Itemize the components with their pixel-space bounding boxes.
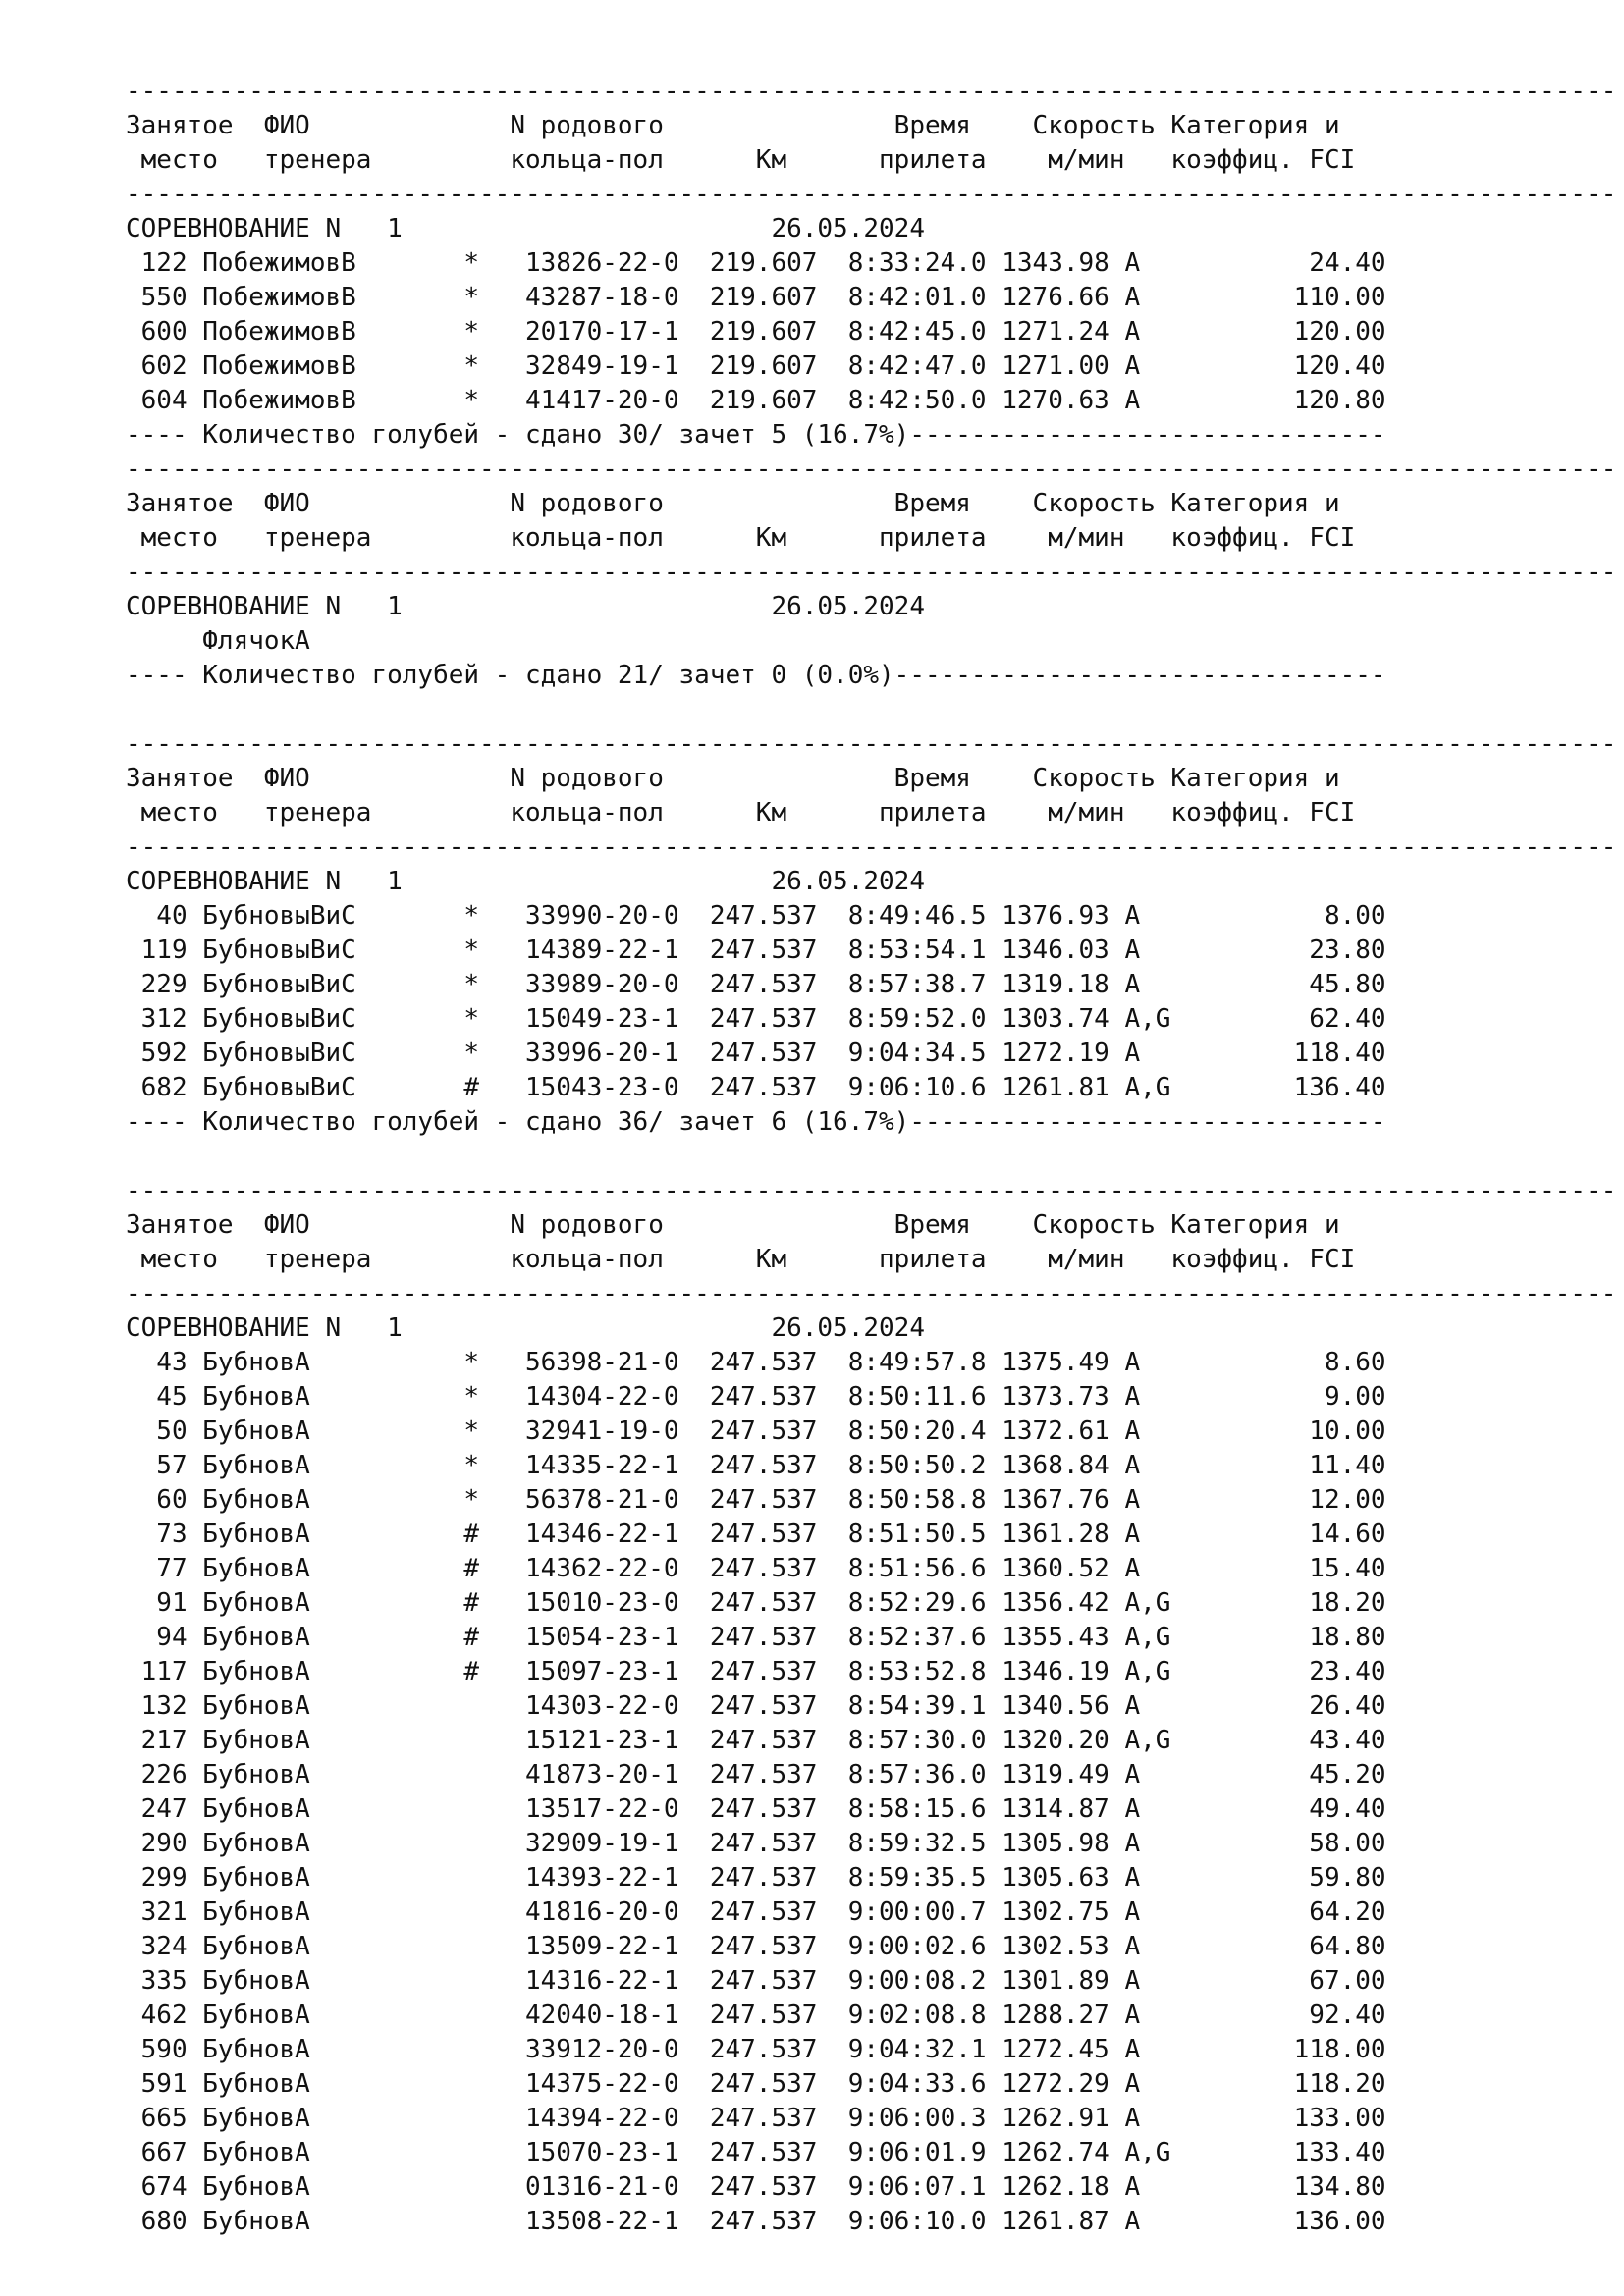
result-row: 674 БубновА 01316-21-0 247.537 9:06:07.1 1262.18 A 134.80 [126, 2172, 1386, 2202]
result-row: 57 БубновА * 14335-22-1 247.537 8:50:50.2 1368.84 A 11.40 [126, 1451, 1386, 1480]
result-row: 226 БубновА 41873-20-1 247.537 8:57:36.0 1319.49 A 45.20 [126, 1760, 1386, 1789]
header-rule-top: ------------------------------------------------------------------------------------------------- [126, 1176, 1617, 1205]
result-row: 45 БубновА * 14304-22-0 247.537 8:50:11.6 1373.73 A 9.00 [126, 1382, 1386, 1412]
result-row: 312 БубновыВиС * 15049-23-1 247.537 8:59:52.0 1303.74 A,G 62.40 [126, 1004, 1386, 1034]
result-row: ФлячокА [126, 626, 310, 656]
header-rule-top: ------------------------------------------------------------------------------------------------- [126, 729, 1617, 759]
result-row: 667 БубновА 15070-23-1 247.537 9:06:01.9 1262.74 A,G 133.40 [126, 2138, 1386, 2167]
result-row: 324 БубновА 13509-22-1 247.537 9:00:02.6 1302.53 A 64.80 [126, 1932, 1386, 1961]
result-row: 119 БубновыВиС * 14389-22-1 247.537 8:53:54.1 1346.03 A 23.80 [126, 935, 1386, 965]
section-summary: ---- Количество голубей - сдано 30/ зачет 5 (16.7%)------------------------------- [126, 420, 1386, 450]
header-rule-bottom: ------------------------------------------------------------------------------------------------- [126, 832, 1617, 862]
result-row: 43 БубновА * 56398-21-0 247.537 8:49:57.8 1375.49 A 8.60 [126, 1348, 1386, 1377]
column-header-line-2: место тренера кольца-пол Км прилета м/мин коэффиц. FCI [126, 145, 1356, 175]
result-row: 247 БубновА 13517-22-0 247.537 8:58:15.6 1314.87 A 49.40 [126, 1794, 1386, 1824]
section-summary: ---- Количество голубей - сдано 36/ зачет 6 (16.7%)------------------------------- [126, 1107, 1386, 1137]
result-row: 229 БубновыВиС * 33989-20-0 247.537 8:57:38.7 1319.18 A 45.80 [126, 970, 1386, 999]
result-row: 290 БубновА 32909-19-1 247.537 8:59:32.5 1305.98 A 58.00 [126, 1829, 1386, 1858]
result-row: 299 БубновА 14393-22-1 247.537 8:59:35.5 1305.63 A 59.80 [126, 1863, 1386, 1893]
header-rule-bottom: ------------------------------------------------------------------------------------------------- [126, 180, 1617, 209]
column-header-line-2: место тренера кольца-пол Км прилета м/мин коэффиц. FCI [126, 1245, 1356, 1274]
result-row: 73 БубновА # 14346-22-1 247.537 8:51:50.5 1361.28 A 14.60 [126, 1520, 1386, 1549]
result-row: 682 БубновыВиС # 15043-23-0 247.537 9:06:10.6 1261.81 A,G 136.40 [126, 1073, 1386, 1102]
result-row: 321 БубновА 41816-20-0 247.537 9:00:00.7 1302.75 A 64.20 [126, 1897, 1386, 1927]
result-row: 217 БубновА 15121-23-1 247.537 8:57:30.0 1320.20 A,G 43.40 [126, 1726, 1386, 1755]
column-header-line-2: место тренера кольца-пол Км прилета м/мин коэффиц. FCI [126, 798, 1356, 828]
result-row: 117 БубновА # 15097-23-1 247.537 8:53:52.8 1346.19 A,G 23.40 [126, 1657, 1386, 1686]
header-rule-bottom: ------------------------------------------------------------------------------------------------- [126, 1279, 1617, 1308]
result-row: 680 БубновА 13508-22-1 247.537 9:06:10.0 1261.87 A 136.00 [126, 2207, 1386, 2236]
column-header-line-1: Занятое ФИО N родового Время Скорость Категория и [126, 1210, 1340, 1240]
race-results-document [126, 75, 1617, 2239]
column-header-line-2: место тренера кольца-пол Км прилета м/мин коэффиц. FCI [126, 523, 1356, 553]
header-rule-top: ------------------------------------------------------------------------------------------------- [126, 454, 1617, 484]
header-rule-top: ------------------------------------------------------------------------------------------------- [126, 77, 1617, 106]
column-header-line-1: Занятое ФИО N родового Время Скорость Категория и [126, 489, 1340, 518]
result-row: 602 ПобежимовВ * 32849-19-1 219.607 8:42:47.0 1271.00 A 120.40 [126, 351, 1386, 381]
result-row: 40 БубновыВиС * 33990-20-0 247.537 8:49:46.5 1376.93 A 8.00 [126, 901, 1386, 931]
column-header-line-1: Занятое ФИО N родового Время Скорость Категория и [126, 764, 1340, 793]
header-rule-bottom: ------------------------------------------------------------------------------------------------- [126, 558, 1617, 587]
result-row: 462 БубновА 42040-18-1 247.537 9:02:08.8 1288.27 A 92.40 [126, 2001, 1386, 2030]
competition-title: СОРЕВНОВАНИЕ N 1 26.05.2024 [126, 214, 925, 243]
result-row: 600 ПобежимовВ * 20170-17-1 219.607 8:42:45.0 1271.24 A 120.00 [126, 317, 1386, 347]
result-row: 60 БубновА * 56378-21-0 247.537 8:50:58.8 1367.76 A 12.00 [126, 1485, 1386, 1515]
result-row: 77 БубновА # 14362-22-0 247.537 8:51:56.6 1360.52 A 15.40 [126, 1554, 1386, 1583]
section-summary: ---- Количество голубей - сдано 21/ зачет 0 (0.0%)-------------------------------- [126, 661, 1386, 690]
result-row: 591 БубновА 14375-22-0 247.537 9:04:33.6 1272.29 A 118.20 [126, 2069, 1386, 2099]
competition-title: СОРЕВНОВАНИЕ N 1 26.05.2024 [126, 592, 925, 621]
result-row: 665 БубновА 14394-22-0 247.537 9:06:00.3 1262.91 A 133.00 [126, 2104, 1386, 2133]
result-row: 592 БубновыВиС * 33996-20-1 247.537 9:04:34.5 1272.19 A 118.40 [126, 1039, 1386, 1068]
result-row: 91 БубновА # 15010-23-0 247.537 8:52:29.6 1356.42 A,G 18.20 [126, 1588, 1386, 1618]
spacer [126, 1140, 1598, 1174]
competition-title: СОРЕВНОВАНИЕ N 1 26.05.2024 [126, 867, 925, 896]
result-row: 590 БубновА 33912-20-0 247.537 9:04:32.1 1272.45 A 118.00 [126, 2035, 1386, 2064]
result-row: 604 ПобежимовВ * 41417-20-0 219.607 8:42:50.0 1270.63 A 120.80 [126, 386, 1386, 415]
result-row: 94 БубновА # 15054-23-1 247.537 8:52:37.6 1355.43 A,G 18.80 [126, 1623, 1386, 1652]
result-row: 122 ПобежимовВ * 13826-22-0 219.607 8:33:24.0 1343.98 A 24.40 [126, 248, 1386, 278]
column-header-line-1: Занятое ФИО N родового Время Скорость Категория и [126, 111, 1340, 140]
spacer [126, 693, 1598, 727]
result-row: 50 БубновА * 32941-19-0 247.537 8:50:20.4 1372.61 A 10.00 [126, 1416, 1386, 1446]
result-row: 335 БубновА 14316-22-1 247.537 9:00:08.2 1301.89 A 67.00 [126, 1966, 1386, 1996]
competition-title: СОРЕВНОВАНИЕ N 1 26.05.2024 [126, 1313, 925, 1343]
result-row: 132 БубновА 14303-22-0 247.537 8:54:39.1 1340.56 A 26.40 [126, 1691, 1386, 1721]
result-row: 550 ПобежимовВ * 43287-18-0 219.607 8:42:01.0 1276.66 A 110.00 [126, 283, 1386, 312]
